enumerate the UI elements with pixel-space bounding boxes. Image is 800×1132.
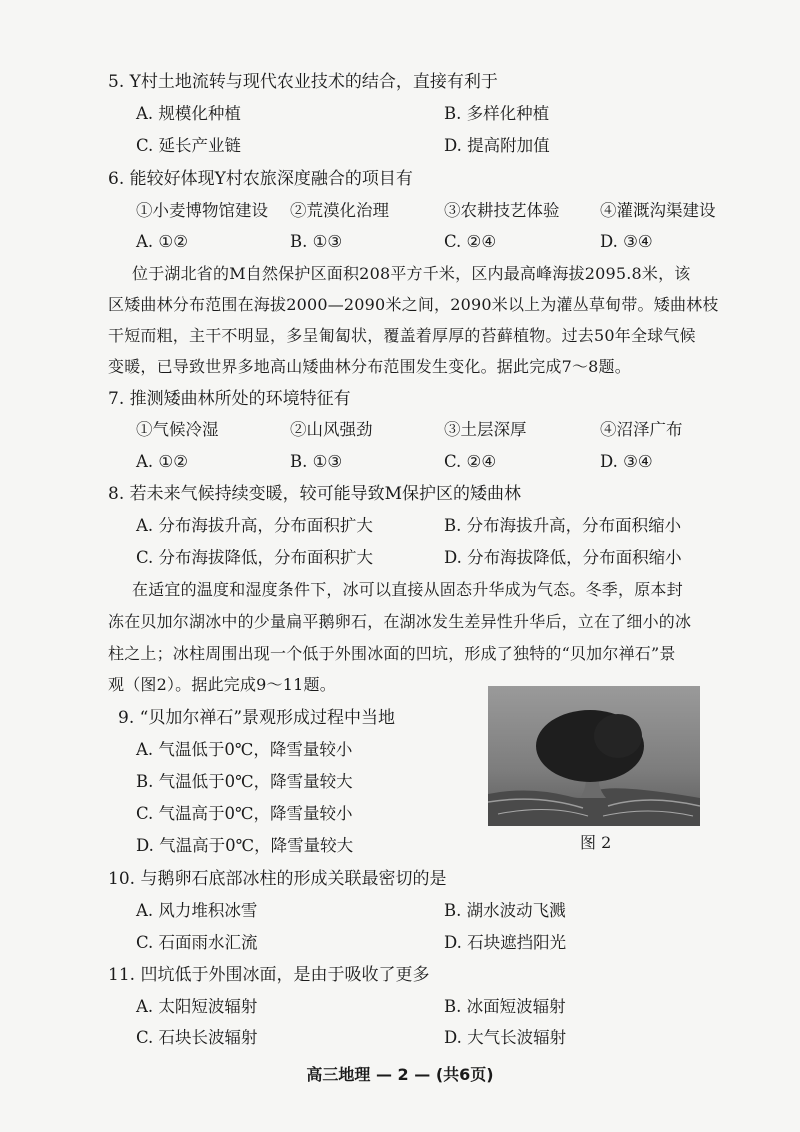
q6-option-c: C. ②④ (444, 232, 497, 251)
q9-option-c: C. 气温高于0℃，降雪量较小 (136, 804, 353, 823)
q6-item-1: ①小麦博物馆建设 (136, 201, 268, 220)
q10-option-b: B. 湖水波动飞溅 (444, 901, 566, 920)
zen-stone-illustration (488, 686, 700, 826)
q9-option-b: B. 气温低于0℃，降雪量较大 (136, 772, 353, 791)
q6-option-b: B. ①③ (290, 232, 343, 251)
q6-item-2: ②荒漠化治理 (290, 201, 389, 220)
question-8-stem: 8. 若未来气候持续变暖，较可能导致M保护区的矮曲林 (108, 484, 522, 504)
q7-option-d: D. ③④ (600, 452, 653, 471)
passage-2-line-1: 在适宜的温度和湿度条件下，冰可以直接从固态升华成为气态。冬季，原本封 (132, 580, 683, 599)
passage-2-line-3: 柱之上；冰柱周围出现一个低于外围冰面的凹坑，形成了独特的“贝加尔禅石”景 (108, 644, 676, 663)
q8-option-b: B. 分布海拔升高，分布面积缩小 (444, 516, 682, 535)
q5-option-b: B. 多样化种植 (444, 104, 550, 123)
question-6-stem: 6. 能较好体现Y村农旅深度融合的项目有 (108, 169, 413, 189)
q9-option-d: D. 气温高于0℃，降雪量较大 (136, 836, 354, 855)
q7-option-a: A. ①② (136, 452, 188, 471)
q9-option-a: A. 气温低于0℃，降雪量较小 (136, 740, 353, 759)
passage-2-line-4: 观（图2）。据此完成9～11题。 (108, 675, 336, 694)
q8-option-d: D. 分布海拔降低，分布面积缩小 (444, 548, 682, 567)
q5-option-d: D. 提高附加值 (444, 136, 550, 155)
q10-option-a: A. 风力堆积冰雪 (136, 901, 258, 920)
question-9-stem: 9. “贝加尔禅石”景观形成过程中当地 (118, 708, 396, 728)
q11-option-b: B. 冰面短波辐射 (444, 997, 566, 1016)
q6-item-4: ④灌溉沟渠建设 (600, 201, 716, 220)
passage-2-line-2: 冻在贝加尔湖冰中的少量扁平鹅卵石，在湖冰发生差异性升华后，立在了细小的冰 (108, 612, 692, 631)
q7-item-1: ①气候冷湿 (136, 420, 219, 439)
question-7-stem: 7. 推测矮曲林所处的环境特征有 (108, 389, 351, 409)
q7-item-3: ③土层深厚 (444, 420, 527, 439)
figure-2-caption: 图 2 (580, 833, 612, 852)
q8-option-a: A. 分布海拔升高，分布面积扩大 (136, 516, 373, 535)
q11-option-c: C. 石块长波辐射 (136, 1028, 258, 1047)
question-11-stem: 11. 凹坑低于外围冰面，是由于吸收了更多 (108, 965, 430, 985)
q7-item-4: ④沼泽广布 (600, 420, 683, 439)
q5-option-c: C. 延长产业链 (136, 136, 242, 155)
q6-option-d: D. ③④ (600, 232, 653, 251)
question-10-stem: 10. 与鹅卵石底部冰柱的形成关联最密切的是 (108, 869, 447, 889)
passage-1-line-4: 变暖，已导致世界多地高山矮曲林分布范围发生变化。据此完成7～8题。 (108, 357, 631, 376)
q8-option-c: C. 分布海拔降低，分布面积扩大 (136, 548, 374, 567)
q5-option-a: A. 规模化种植 (136, 104, 241, 123)
page-footer: 高三地理 — 2 — (共6页) (306, 1065, 494, 1084)
q6-option-a: A. ①② (136, 232, 188, 251)
q6-item-3: ③农耕技艺体验 (444, 201, 560, 220)
q10-option-d: D. 石块遮挡阳光 (444, 933, 567, 952)
q10-option-c: C. 石面雨水汇流 (136, 933, 258, 952)
q7-option-b: B. ①③ (290, 452, 343, 471)
q7-item-2: ②山风强劲 (290, 420, 373, 439)
q11-option-a: A. 太阳短波辐射 (136, 997, 258, 1016)
q11-option-d: D. 大气长波辐射 (444, 1028, 567, 1047)
passage-1-line-2: 区矮曲林分布范围在海拔2000—2090米之间，2090米以上为灌丛草甸带。矮曲林枝 (108, 295, 719, 314)
passage-1-line-1: 位于湖北省的M自然保护区面积208平方千米，区内最高峰海拔2095.8米，该 (132, 264, 691, 283)
q7-option-c: C. ②④ (444, 452, 497, 471)
figure-2-photo (488, 686, 700, 826)
question-5-stem: 5. Y村土地流转与现代农业技术的结合，直接有利于 (108, 72, 498, 92)
passage-1-line-3: 干短而粗，主干不明显，多呈匍匐状，覆盖着厚厚的苔藓植物。过去50年全球气候 (108, 326, 696, 345)
